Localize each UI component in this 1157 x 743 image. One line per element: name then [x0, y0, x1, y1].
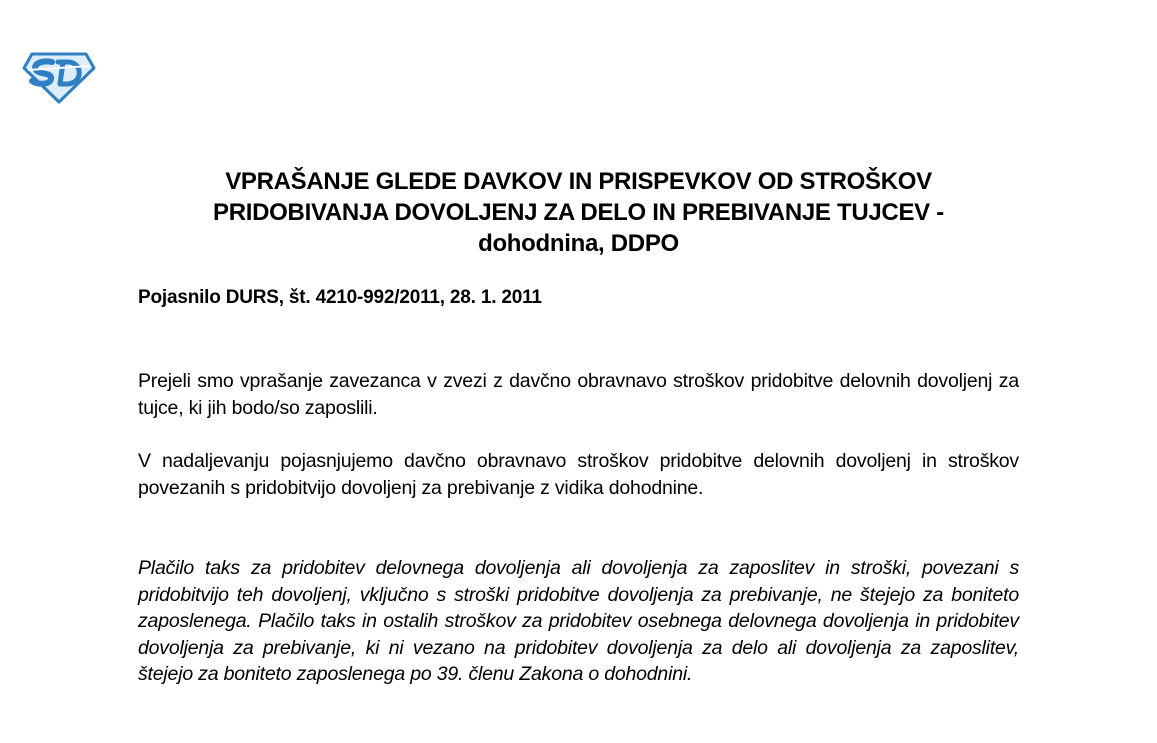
sd-logo-icon — [22, 50, 96, 104]
title-line: dohodnina, DDPO — [478, 230, 679, 257]
document-title — [100, 166, 1057, 259]
paragraph: V nadaljevanju pojasnjujemo davčno obravnavo stroškov pridobitve delovnih dovoljenj in stroškov povezanih s pridobitvijo dovoljenj za prebivanje z vidika dohodnine. — [138, 450, 1019, 499]
title-line: VPRAŠANJE GLEDE DAVKOV IN PRISPEVKOV OD STROŠKOV — [225, 168, 932, 195]
paragraph-italic: Plačilo taks za pridobitev delovnega dovoljenja ali dovoljenja za zaposlitev in stroški, povezani s pridobitvijo teh dovoljenj, vključno s stroški pridobitve dovoljenja za prebivanje, ne štejejo za boniteto zaposlenega. Plačilo taks in ostalih stroškov za pridobitev osebnega delovnega dovoljenja in pridobitev dovoljenja za prebivanje, ki ni vezano na pridobitev dovoljenja za delo ali dovoljenja za zaposlitev, štejejo za boniteto zaposlenega po 39. členu Zakona o dohodnini. — [138, 557, 1019, 685]
title-line: PRIDOBIVANJA DOVOLJENJ ZA DELO IN PREBIVANJE TUJCEV - — [213, 199, 944, 226]
document-reference: Pojasnilo DURS, št. 4210-992/2011, 28. 1. 2011 — [138, 287, 542, 308]
paragraph: Prejeli smo vprašanje zavezanca v zvezi z davčno obravnavo stroškov pridobitve delovnih dovoljenj za tujce, ki jih bodo/so zaposlili. — [138, 370, 1019, 419]
